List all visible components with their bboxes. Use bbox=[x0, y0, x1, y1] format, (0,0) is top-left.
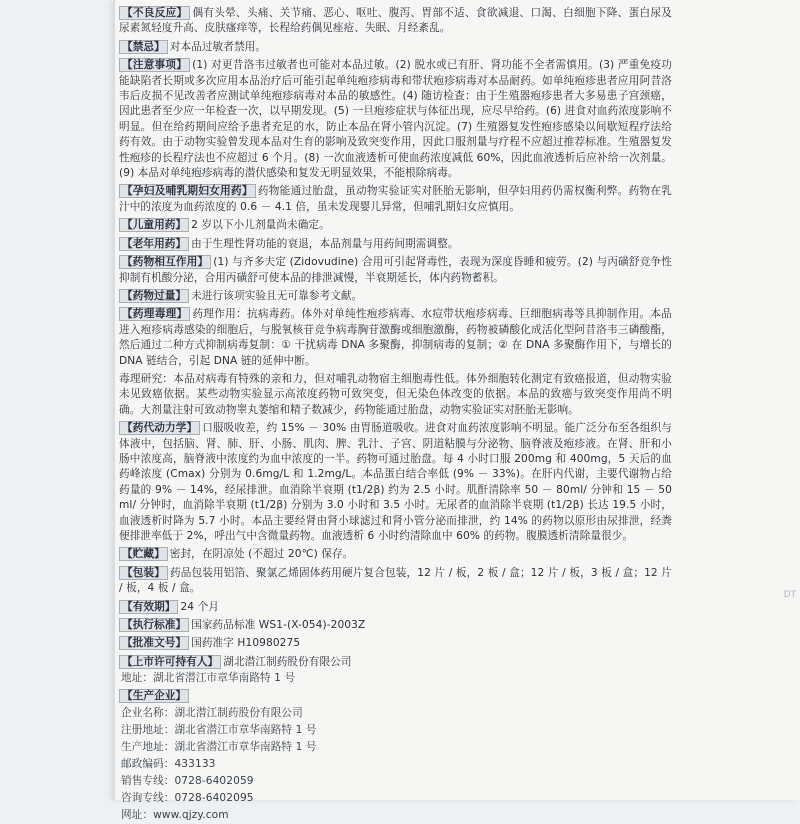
section-text: 未进行该项实验且无可靠参考文献。 bbox=[191, 289, 363, 302]
section-heading: 【包装】 bbox=[119, 566, 168, 580]
manufacturer-registered-address: 注册地址：湖北省潜江市章华南路特 1 号 bbox=[121, 723, 317, 736]
section-precautions bbox=[119, 58, 672, 181]
section-pharmacokinetics bbox=[119, 421, 672, 544]
section-text: 国家药品标准 WS1-(X-054)-2003Z bbox=[191, 619, 366, 632]
section-adverse-reactions bbox=[119, 6, 672, 37]
section-text: (1) 与齐多夫定 (Zidovudine) 合用可引起肾毒性，表现为深度昏睡和疲劳。(2) 与丙磺舒竞争性抑制有机酸分泌，合用丙磺舒可使本品的排泄减慢，半衰期延长，体内药物蓄积。 bbox=[119, 256, 672, 284]
manufacturer-heading-row bbox=[119, 689, 672, 704]
section-heading: 【有效期】 bbox=[119, 600, 178, 614]
section-heading: 【药代动力学】 bbox=[119, 421, 200, 435]
section-text: 湖北潜江制药股份有限公司 bbox=[223, 655, 352, 668]
manufacturer-production-address: 生产地址：湖北省潜江市章华南路特 1 号 bbox=[121, 740, 317, 753]
section-text: 密封，在阴凉处 (不超过 20℃) 保存。 bbox=[169, 548, 354, 561]
section-storage bbox=[119, 547, 672, 562]
section-text: 药理作用：抗病毒药。体外对单纯性疱疹病毒、水痘带状疱疹病毒、巨细胞病毒等具抑制作用。本品进入疱疹病毒感染的细胞后，与脱氧核苷竞争病毒胸苷激酶或细胞激酶，药物被磷酸化成活化型阿昔洛韦三磷酸酯，然后通过二种方式抑制病毒复制：① 干扰病毒 DNA 多聚酶，抑制病毒的复制；② 在 DNA 多聚酶作用下，与增长的 DNA 链结合，引起 DNA 链的延伸中断。 bbox=[119, 308, 672, 367]
section-text: 国药准字 H10980275 bbox=[191, 637, 301, 650]
manufacturer-sales-line: 销售专线：0728-6402059 bbox=[121, 774, 254, 787]
section-heading: 【贮藏】 bbox=[119, 547, 168, 561]
section-overdose bbox=[119, 289, 672, 304]
section-packaging bbox=[119, 566, 672, 597]
section-pediatric bbox=[119, 218, 672, 233]
paper-fold-edge bbox=[113, 0, 115, 800]
section-heading: 【药物过量】 bbox=[119, 289, 189, 303]
section-contraindications bbox=[119, 40, 672, 55]
section-text: 毒理研究：本品对病毒有特殊的亲和力，但对哺乳动物宿主细胞毒性低。体外细胞转化测定有致癌报道，但动物实验未见致癌依据。某些动物实验显示高浓度药物可致突变，但无染色体改变的依据。本品的致癌与致突变作用尚不明确。大剂量注射可致动物睾丸萎缩和精子数减少，药物能通过胎盘，动物实验证实对胚胎无影响。 bbox=[119, 372, 672, 416]
section-heading: 【执行标准】 bbox=[119, 618, 189, 632]
section-drug-interactions bbox=[119, 255, 672, 286]
section-heading: 【药物相互作用】 bbox=[119, 255, 211, 269]
section-heading: 【上市许可持有人】 bbox=[119, 655, 221, 669]
section-license-holder bbox=[119, 655, 672, 670]
leaflet-content bbox=[119, 6, 672, 824]
section-heading: 【老年用药】 bbox=[119, 237, 189, 251]
section-heading: 【药理毒理】 bbox=[119, 307, 190, 321]
section-approval-number bbox=[119, 636, 672, 651]
section-text: 口服吸收差，约 15% － 30% 由胃肠道吸收。进食对血药浓度影响不明显。能广泛分布至各组织与体液中，包括脑、肾、肺、肝、小肠、肌肉、脾、乳汁、子宫、阴道粘膜与分泌物、脑脊液及疱疹液。在肾、肝和小肠中浓度高，脑脊液中浓度约为血中浓度的一半。药物可通过胎盘。每 4 小时口服 200mg 和 400mg，5 天后的血药峰浓度 (Cmax) 分别为 0.6mg/L 和 1.2mg/L。本品蛋白结合率低 (9% － 33%)。在肝内代谢，主要代谢物占给药量的 9% － 14%，经尿排泄。血消除半衰期 (t1/2β) 约为 2.5 小时。肌酐清除率 50 － 80ml/ 分钟和 15 － 50ml/ 分钟时，血消除半衰期 (t1/2β) 分别为 3.0 小时和 3.5 小时。无尿者的血消除半衰期 (t1/2β) 长达 19.5 小时，血液透析时降为 5.7 小时。本品主要经肾由肾小球滤过和肾小管分泌而排泄，约 14% 的药物以原形由尿排泄，经粪便排泄率低于 2%，呼出气中含微量药物。血液透析 6 小时约清除血中 60% 的药物。腹膜透析清除量很少。 bbox=[119, 422, 672, 542]
section-pharmacology bbox=[119, 307, 672, 369]
section-toxicology bbox=[119, 372, 672, 418]
manufacturer-website: 网址：www.qjzy.com bbox=[121, 808, 229, 821]
holder-address: 地址：湖北省潜江市章华南路特 1 号 bbox=[121, 672, 296, 685]
section-text: 偶有头晕、头痛、关节痛、恶心、呕吐、腹泻、胃部不适、食欲减退、口渴、白细胞下降、蛋白尿及尿素氮轻度升高、皮肤瘙痒等，长程给药偶见痤疮、失眠、月经紊乱。 bbox=[119, 7, 672, 35]
side-mark: DT bbox=[783, 590, 796, 600]
section-heading: 【批准文号】 bbox=[119, 636, 189, 650]
section-heading: 【禁忌】 bbox=[119, 40, 168, 54]
section-text: 药物能通过胎盘，虽动物实验证实对胚胎无影响，但孕妇用药仍需权衡利弊。药物在乳汁中的浓度为血药浓度的 0.6 － 4.1 倍，虽未发现婴儿异常，但哺乳期妇女应慎用。 bbox=[119, 185, 673, 213]
manufacturer-inquiry-line: 咨询专线：0728-6402095 bbox=[121, 791, 254, 804]
section-geriatric bbox=[119, 237, 672, 252]
section-text: 2 岁以下小儿剂量尚未确定。 bbox=[191, 219, 330, 232]
manufacturer-postal-code: 邮政编码：433133 bbox=[121, 757, 216, 770]
section-expiry bbox=[119, 600, 672, 615]
section-heading: 【儿童用药】 bbox=[119, 218, 189, 232]
manufacturer-block bbox=[119, 689, 672, 823]
section-text: (1) 对更昔洛韦过敏者也可能对本品过敏。(2) 脱水或已有肝、肾功能不全者需慎用。(3) 严重免疫功能缺陷者长期或多次应用本品治疗后可能引起单纯疱疹病毒和带状疱疹病毒对本品耐药。如单纯疱疹患者应用阿昔洛韦后皮损不见改善者应测试单纯疱疹病毒对本品的敏感性。(4) 随访检查：由于生殖器疱疹患者大多易患子宫颈癌，因此患者至少应一年检查一次，以早期发现。(5) 一旦疱疹症状与体征出现，应尽早给药。(6) 进食对血药浓度影响不明显。但在给药期间应给予患者充足的水，防止本品在肾小管内沉淀。(7) 生殖器复发性疱疹感染以间歇短程疗法给药有效。由于动物实验曾发现本品对生育的影响及致突变作用，因此口服剂量与疗程不应超过推荐标准。生殖器复发性疱疹的长程疗法也不应超过 6 个月。(8) 一次血液透析可使血药浓度减低 60%，因此血液透析后应补给一次剂量。(9) 本品对单纯疱疹病毒的潜伏感染和复发无明显效果，不能根除病毒。 bbox=[119, 59, 672, 180]
manufacturer-company-name: 企业名称：湖北潜江制药股份有限公司 bbox=[121, 706, 303, 719]
section-text: 24 个月 bbox=[180, 600, 220, 613]
section-standard bbox=[119, 618, 672, 633]
section-text: 由于生理性肾功能的衰退，本品剂量与用药间期需调整。 bbox=[191, 237, 459, 250]
section-heading: 【孕妇及哺乳期妇女用药】 bbox=[119, 184, 256, 198]
section-pregnancy-lactation bbox=[119, 184, 672, 215]
section-heading: 【不良反应】 bbox=[119, 6, 190, 20]
section-text: 药品包装用铝箔、聚氯乙烯固体药用硬片复合包装，12 片 / 板，2 板 / 盒；12 片 / 板，3 板 / 盒；12 片 / 板，4 板 / 盒。 bbox=[119, 566, 672, 595]
section-heading: 【注意事项】 bbox=[119, 58, 190, 72]
section-heading: 【生产企业】 bbox=[119, 689, 189, 703]
section-text: 对本品过敏者禁用。 bbox=[169, 40, 267, 53]
